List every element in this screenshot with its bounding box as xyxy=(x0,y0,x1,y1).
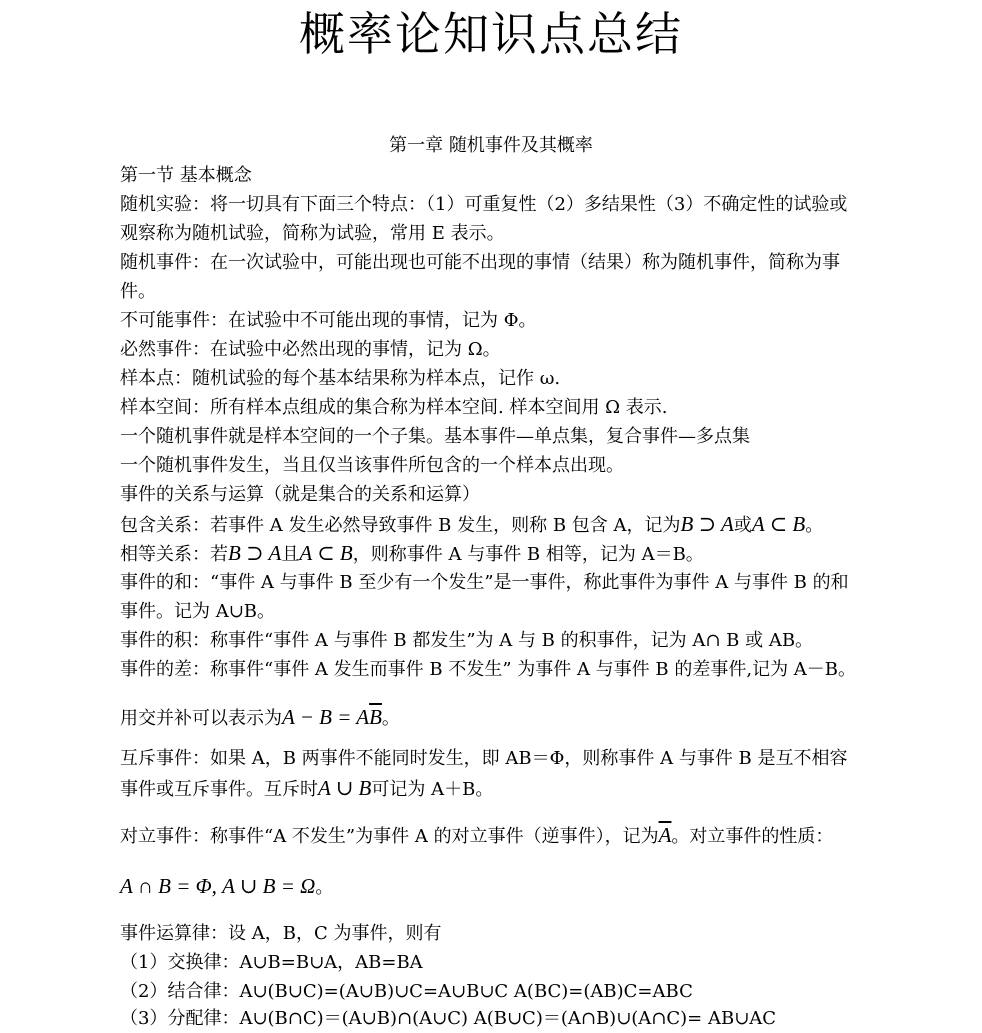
section-heading: 第一节 基本概念 xyxy=(120,165,252,186)
paragraph-line xyxy=(120,872,333,902)
paragraph-line: 事件的和：“事件 A 与事件 B 至少有一个发生”是一事件，称此事件为事件 A 与事件 B 的和 xyxy=(120,572,849,593)
paragraph-line: （2）结合律：A∪(B∪C)=(A∪B)∪C=A∪B∪C A(BC)=(AB)C=ABC xyxy=(120,981,693,1002)
paragraph-line: 事件。记为 A∪B。 xyxy=(120,601,276,622)
paragraph-line: （3）分配律：A∪(B∩C)＝(A∪B)∩(A∪C) A(B∪C)＝(A∩B)∪(A∩C)= AB∪AC xyxy=(120,1008,777,1029)
paragraph-line: 必然事件：在试验中必然出现的事情，记为 Ω。 xyxy=(120,339,501,360)
text-run: 。 xyxy=(315,877,334,898)
chapter-heading: 第一章 随机事件及其概率 xyxy=(389,135,593,156)
paragraph-line: 样本点：随机试验的每个基本结果称为样本点，记作 ω. xyxy=(120,368,561,389)
paragraph-line: 事件运算律：设 A，B，C 为事件，则有 xyxy=(120,923,442,944)
paragraph-line: 事件的差：称事件“事件 A 发生而事件 B 不发生” 为事件 A 与事件 B 的差事件,记为 A－B。 xyxy=(120,659,857,680)
text-run: 且 xyxy=(281,544,300,565)
text-run: 。 xyxy=(805,515,824,536)
text-run: 包含关系：若事件 A 发生必然导致事件 B 发生，则称 B 包含 A，记为 xyxy=(120,515,681,536)
math-formula: A ∩ B = Φ, A ∪ B = Ω xyxy=(120,874,316,898)
document-title: 概率论知识点总结 xyxy=(299,7,683,61)
text-run: 对立事件：称事件“A 不发生”为事件 A 的对立事件（逆事件），记为 xyxy=(120,826,659,847)
math-formula-complement: $\overline{A}$ xyxy=(658,823,672,847)
text-run: 用交并补可以表示为 xyxy=(120,708,282,729)
paragraph-line: 事件的关系与运算（就是集合的关系和运算） xyxy=(120,484,480,505)
paragraph-line xyxy=(120,703,400,733)
text-run: 或 xyxy=(733,515,752,536)
paragraph-line: 随机实验：将一切具有下面三个特点：（1）可重复性（2）多结果性（3）不确定性的试验或 xyxy=(120,194,848,215)
math-formula: A − B = A xyxy=(282,705,370,729)
text-run: 。 xyxy=(381,708,400,729)
paragraph-line: （1）交换律：A∪B=B∪A，AB=BA xyxy=(120,952,423,973)
paragraph-line: 随机事件：在一次试验中，可能出现也可能不出现的事情（结果）称为随机事件，简称为事 xyxy=(120,252,840,273)
paragraph-line xyxy=(120,821,833,851)
paragraph-line: 件。 xyxy=(120,281,156,302)
math-formula: A ⊂ B xyxy=(299,541,353,565)
paragraph-line: 样本空间：所有样本点组成的集合称为样本空间. 样本空间用 Ω 表示. xyxy=(120,397,668,418)
text-run: 相等关系：若 xyxy=(120,544,228,565)
paragraph-line xyxy=(120,510,823,540)
paragraph-line: 不可能事件：在试验中不可能出现的事情，记为 Φ。 xyxy=(120,310,537,331)
math-formula: A ⊂ B xyxy=(751,512,806,536)
paragraph-line: 互斥事件：如果 A，B 两事件不能同时发生，即 AB＝Φ，则称事件 A 与事件 B 是互不相容 xyxy=(120,748,848,769)
paragraph-line: 事件的积：称事件“事件 A 与事件 B 都发生”为 A 与 B 的积事件，记为 A∩ B 或 AB。 xyxy=(120,630,814,651)
text-run: ，则称事件 A 与事件 B 相等，记为 A＝B。 xyxy=(352,544,704,565)
text-run: 事件或互斥事件。互斥时 xyxy=(120,779,318,800)
math-formula: A ∪ B xyxy=(318,776,372,800)
paragraph-line xyxy=(120,774,493,804)
math-formula: B ⊃ A xyxy=(228,541,282,565)
paragraph-line: 一个随机事件就是样本空间的一个子集。基本事件—单点集，复合事件—多点集 xyxy=(120,426,750,447)
paragraph-line: 观察称为随机试验，简称为试验，常用 E 表示。 xyxy=(120,223,505,244)
paragraph-line: 一个随机事件发生，当且仅当该事件所包含的一个样本点出现。 xyxy=(120,455,624,476)
paragraph-line xyxy=(120,539,704,569)
text-run: 可记为 A＋B。 xyxy=(371,779,494,800)
text-run: 。对立事件的性质： xyxy=(671,826,834,847)
math-formula-complement: $\overline{B}$ xyxy=(369,705,382,729)
math-formula: B ⊃ A xyxy=(680,512,734,536)
